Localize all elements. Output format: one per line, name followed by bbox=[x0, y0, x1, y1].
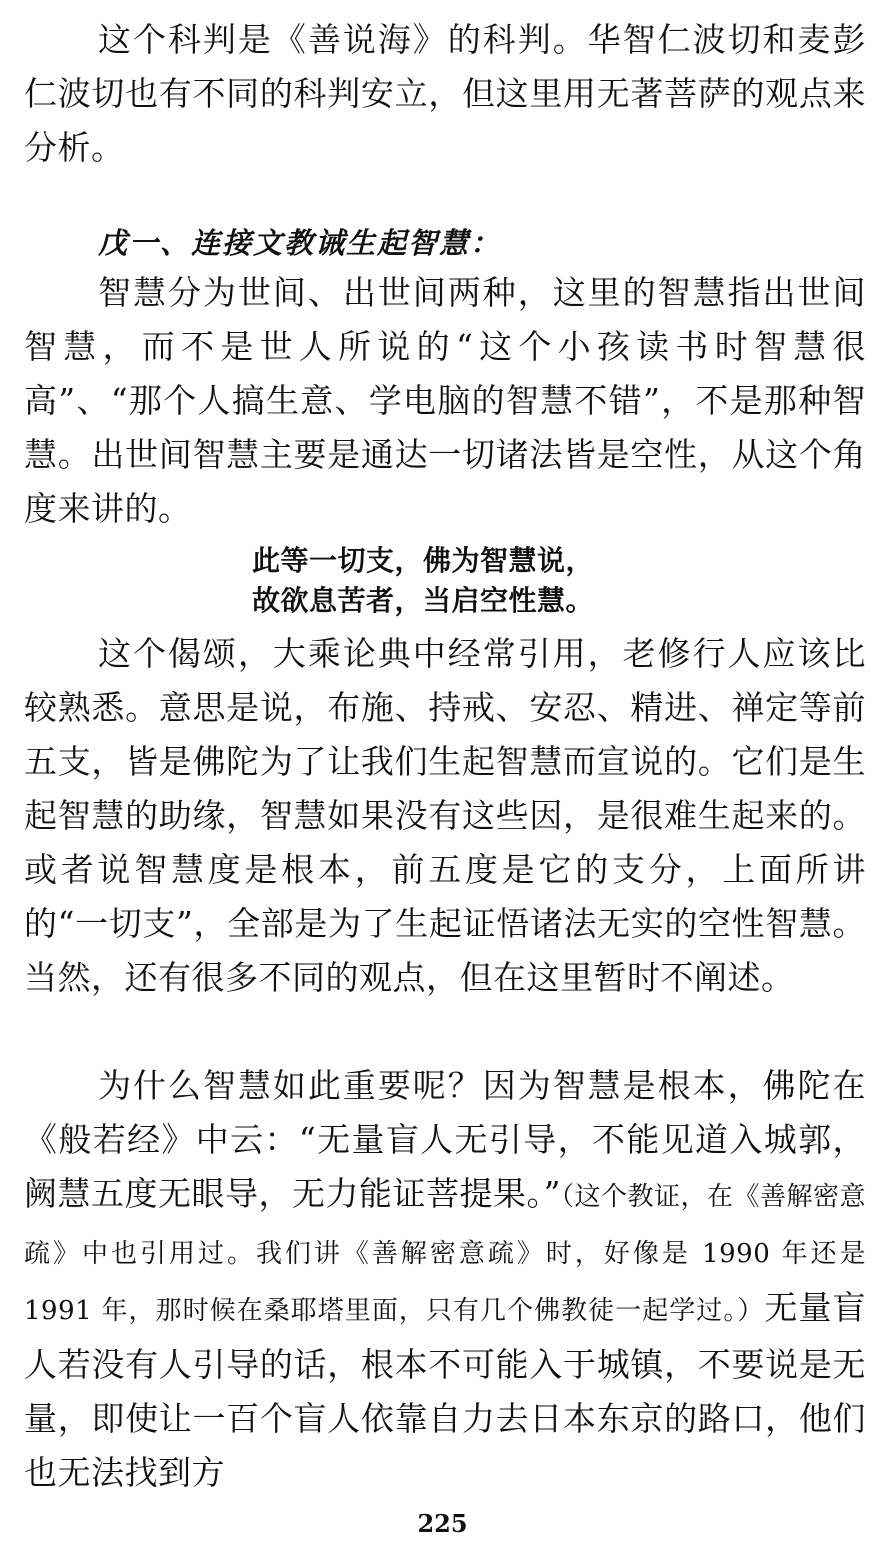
verse-line: 故欲息苦者，当启空性慧。 bbox=[252, 584, 595, 617]
paragraph-continuation: 无量盲人若没有人引导的话，根本不可能入于城镇，不要说是无量，即使让一百个盲人依靠自力去日本东京的路口，他们也无法找到方 bbox=[24, 1288, 866, 1492]
paragraph-note: （这个教证，在《善解密意疏》中也引用过。我们讲《善解密意疏》时，好像是 1990 年还是 1991 年，那时候在桑耶塔里面，只有几个佛教徒一起学过。） bbox=[24, 1182, 866, 1326]
verse-line: 此等一切支，佛为智慧说， bbox=[252, 544, 595, 577]
section-heading: 戊一、连接文教诫生起智慧： bbox=[98, 226, 502, 260]
paragraph-main-text: 为什么智慧如此重要呢？因为智慧是根本，佛陀在《般若经》中云：“无量盲人无引导，不能见道入城郭，阙慧五度无眼导，无力能证菩提果。” bbox=[24, 1066, 866, 1213]
paragraph-intro: 这个科判是《善说海》的科判。华智仁波切和麦彭仁波切也有不同的科判安立，但这里用无著菩萨的观点来分析。 bbox=[24, 20, 866, 167]
paragraph-verse-explanation: 这个偈颂，大乘论典中经常引用，老修行人应该比较熟悉。意思是说，布施、持戒、安忍、精进、禅定等前五支，皆是佛陀为了让我们生起智慧而宣说的。它们是生起智慧的助缘，智慧如果没有这些因，是很难生起来的。或者说智慧度是根本，前五度是它的支分，上面所讲的“一切支”，全部是为了生起证悟诸法无实的空性智慧。当然，还有很多不同的观点，但在这里暂时不阐述。 bbox=[24, 634, 866, 997]
paragraph-importance-of-wisdom bbox=[24, 1059, 866, 1500]
verse-quote bbox=[252, 541, 752, 621]
page-number: 225 bbox=[417, 1509, 468, 1538]
paragraph-wisdom-definition: 智慧分为世间、出世间两种，这里的智慧指出世间智慧，而不是世人所说的“这个小孩读书时智慧很高”、“那个人搞生意、学电脑的智慧不错”，不是那种智慧。出世间智慧主要是通达一切诸法皆是空性，从这个角度来讲的。 bbox=[24, 273, 866, 528]
